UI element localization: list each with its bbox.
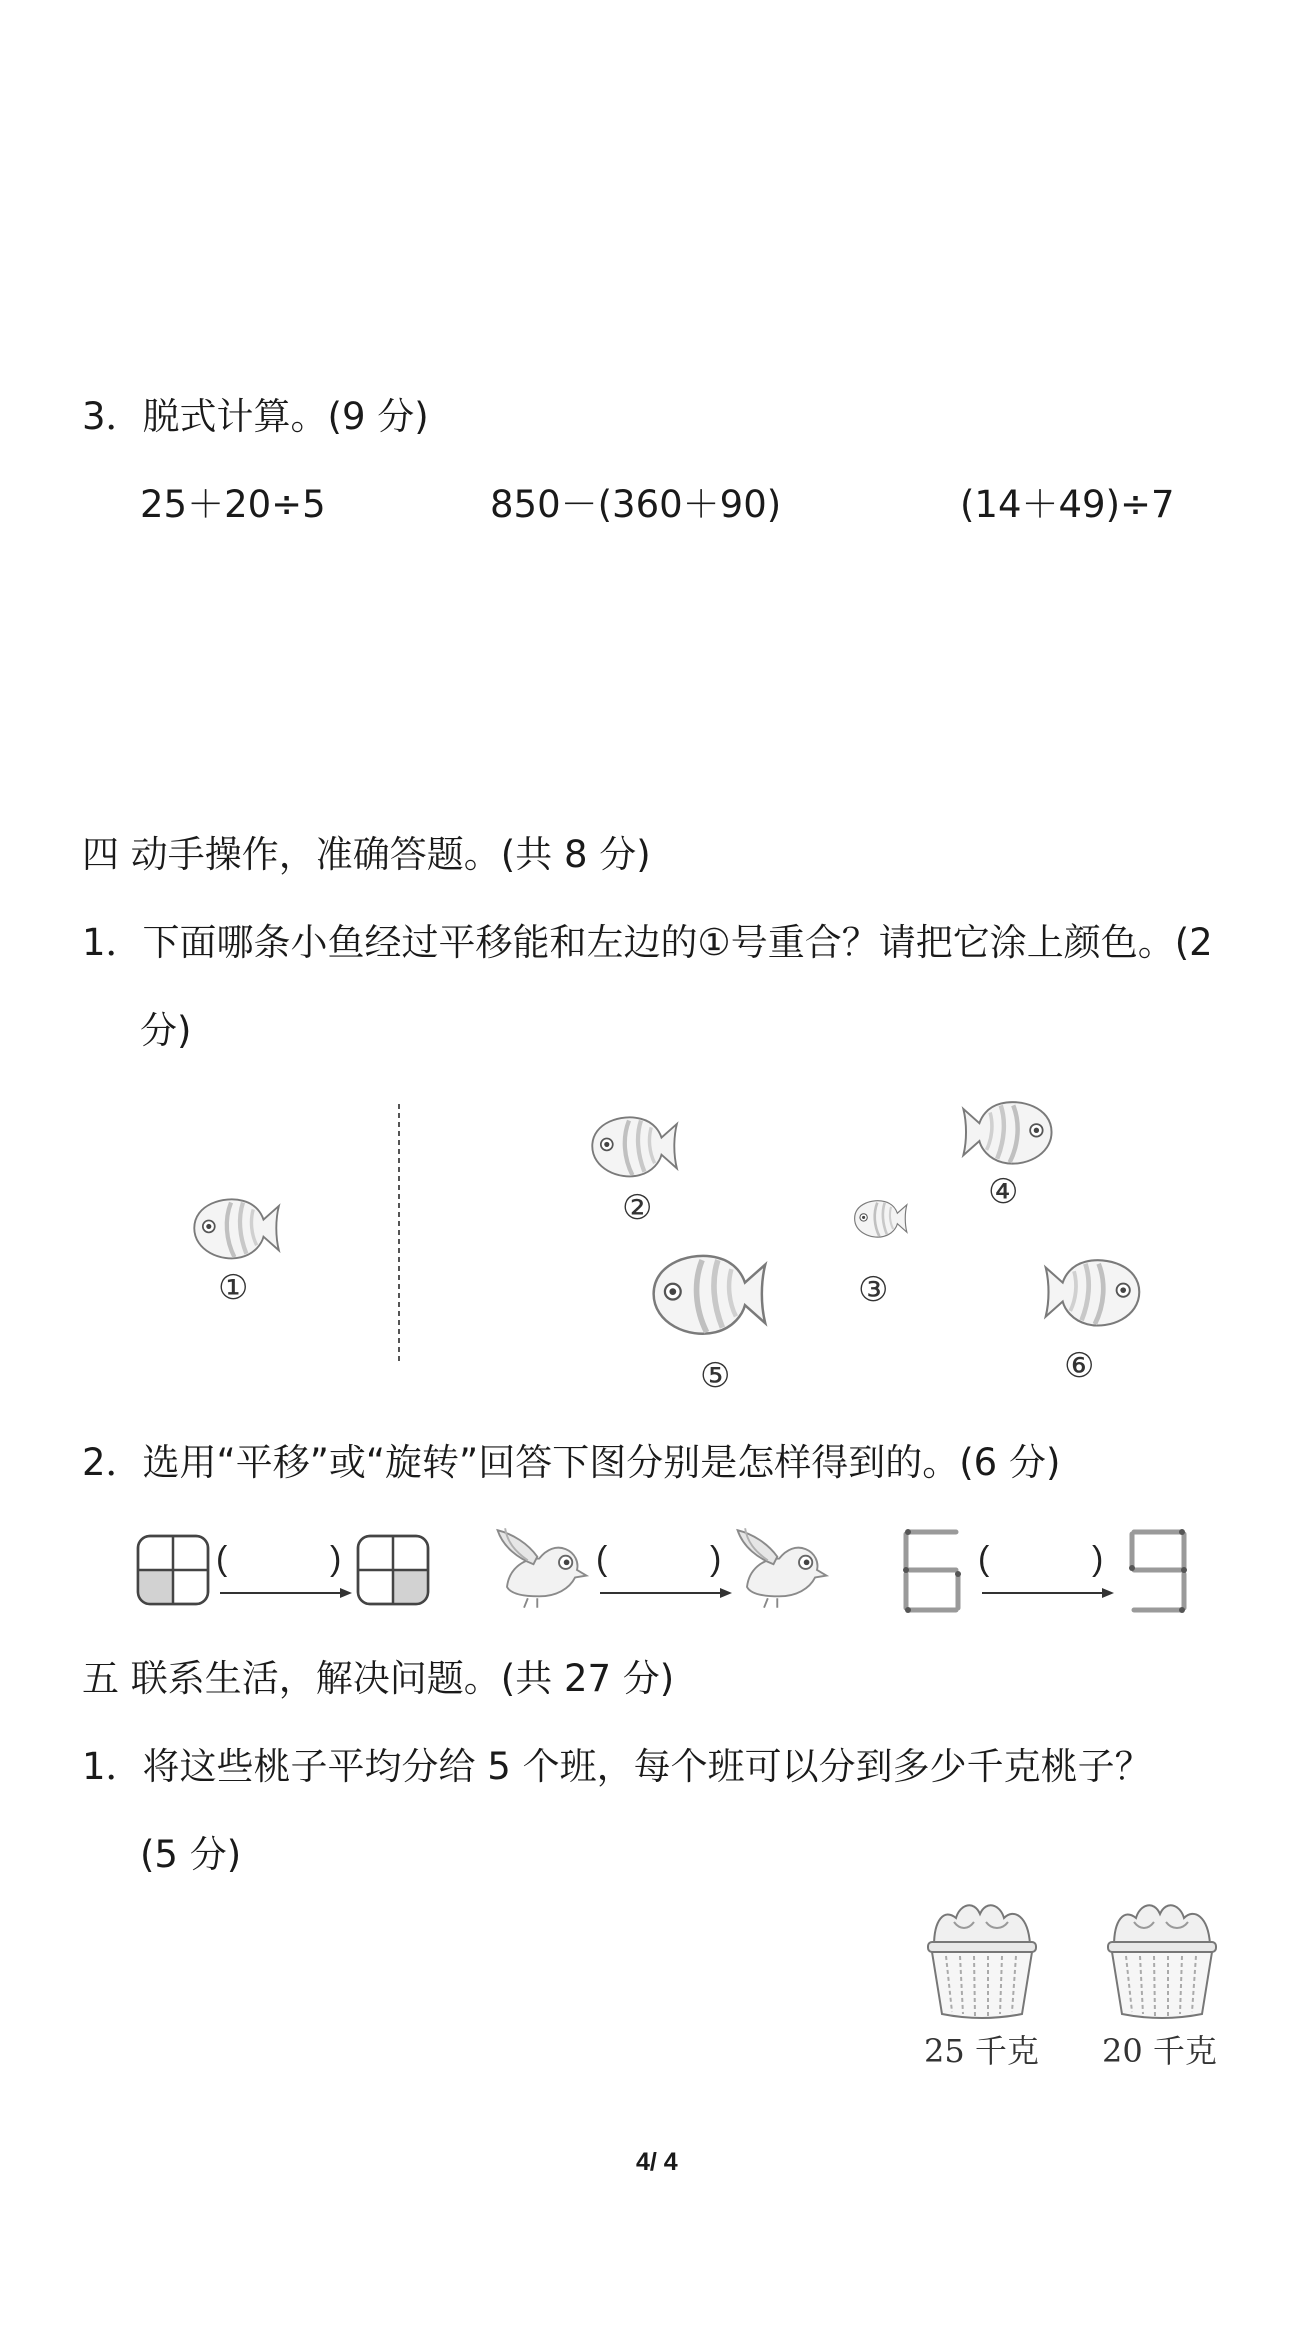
- window-square-icon: [356, 1534, 430, 1606]
- q5-1-line1: 1．将这些桃子平均分给 5 个班，每个班可以分到多少千克桃子？: [82, 1745, 1152, 1788]
- answer-paren-close: ): [1092, 1540, 1104, 1578]
- arrow-right-icon: [218, 1586, 354, 1600]
- q4-2-title: 2．选用“平移”或“旋转”回答下图分别是怎样得到的。(6 分): [82, 1441, 1061, 1484]
- answer-paren-open: (: [978, 1540, 990, 1578]
- q5-1-line2: (5 分): [140, 1833, 242, 1876]
- expression-2: 850－(360＋90): [490, 483, 782, 526]
- arrow-right-icon: [598, 1586, 734, 1600]
- dashed-divider: [396, 1104, 402, 1364]
- basket-weight-2: 20 千克: [1102, 2032, 1217, 2070]
- matchstick-digit-icon: [1126, 1526, 1190, 1616]
- fish-label-6: ⑥: [1064, 1346, 1095, 1386]
- q4-1-line1: 1．下面哪条小鱼经过平移能和左边的①号重合？请把它涂上颜色。(2: [82, 921, 1213, 964]
- page-number: 4/ 4: [636, 2148, 678, 2176]
- fish-label-4: ④: [988, 1172, 1019, 1212]
- bird-icon: [730, 1520, 834, 1616]
- section4-heading: 四 动手操作，准确答题。(共 8 分): [82, 833, 651, 876]
- expression-1: 25＋20÷5: [140, 483, 326, 526]
- peach-basket-icon: [1104, 1900, 1220, 2024]
- basket-weight-1: 25 千克: [924, 2032, 1039, 2070]
- answer-paren-open: (: [216, 1540, 228, 1578]
- fish-label-2: ②: [622, 1188, 653, 1228]
- fish-icon: [958, 1094, 1056, 1172]
- fish-icon: [588, 1110, 682, 1184]
- window-square-icon: [136, 1534, 210, 1606]
- section5-heading: 五 联系生活，解决问题。(共 27 分): [82, 1657, 675, 1700]
- answer-paren-close: ): [710, 1540, 722, 1578]
- fish-icon: [1040, 1252, 1144, 1334]
- q3-title: 3．脱式计算。(9 分): [82, 395, 429, 438]
- bird-icon: [490, 1520, 594, 1616]
- arrow-right-icon: [980, 1586, 1116, 1600]
- matchstick-digit-icon: [900, 1526, 964, 1616]
- fish-icon: [190, 1192, 284, 1266]
- peach-basket-icon: [924, 1900, 1040, 2024]
- fish-label-1: ①: [218, 1268, 249, 1308]
- answer-paren-close: ): [330, 1540, 342, 1578]
- expression-3: (14＋49)÷7: [960, 483, 1175, 526]
- answer-paren-open: (: [596, 1540, 608, 1578]
- fish-label-5: ⑤: [700, 1356, 731, 1396]
- fish-icon: [852, 1196, 910, 1242]
- fish-icon: [648, 1246, 772, 1344]
- fish-label-3: ③: [858, 1270, 889, 1310]
- q4-1-line2: 分): [140, 1009, 192, 1052]
